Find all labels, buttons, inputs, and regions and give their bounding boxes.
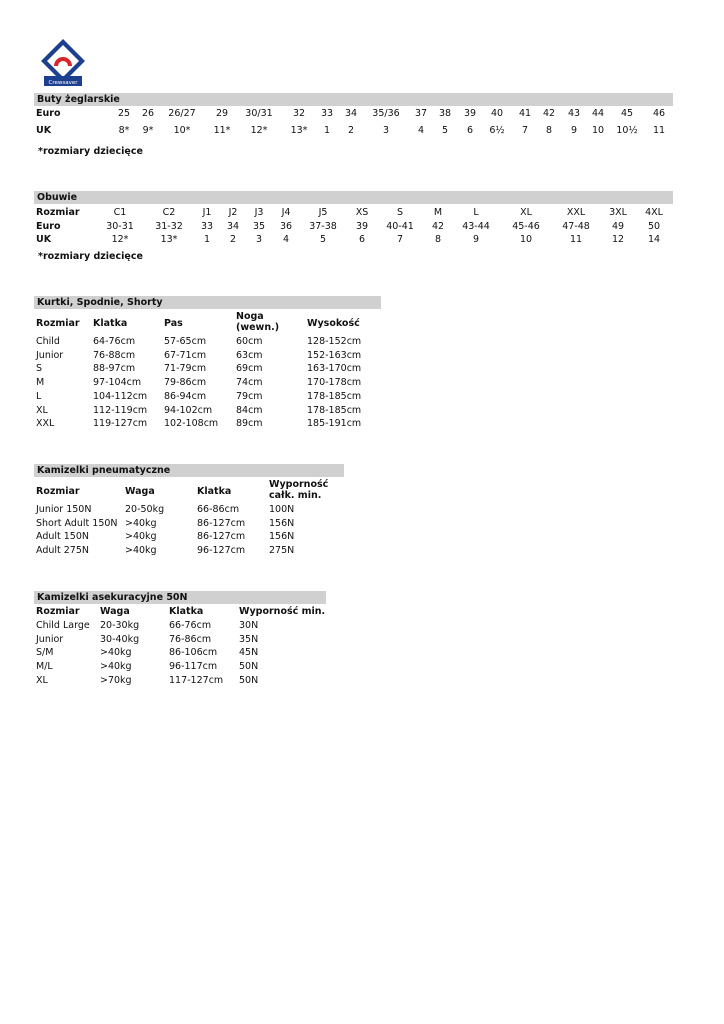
size-cell: C1 xyxy=(113,207,127,218)
table-cell: 30N xyxy=(239,620,259,631)
table-cell: 35N xyxy=(239,633,259,645)
euro-size-cell: 43-44 xyxy=(462,221,490,232)
uk-size-cell: 2 xyxy=(347,125,355,136)
table-cell: 50N xyxy=(239,674,259,686)
children-sizes-note: *rozmiary dziecięce xyxy=(38,251,143,262)
table-cell: M xyxy=(36,377,45,389)
uk-size-cell: 11 xyxy=(652,125,666,136)
euro-size-cell: 35 xyxy=(252,221,266,232)
size-cell: 3XL xyxy=(609,207,627,218)
table-cell: 128-152cm xyxy=(307,336,362,347)
table-cell: >70kg xyxy=(100,674,132,686)
table-cell: 76-88cm xyxy=(93,349,136,361)
logo-text: Crewsaver xyxy=(48,80,78,86)
table-cell: S/M xyxy=(36,647,54,659)
table-cell: >40kg xyxy=(100,661,132,673)
euro-size-cell: 45-46 xyxy=(512,221,540,232)
uk-size-cell: 10* xyxy=(173,125,191,136)
column-header: Rozmiar xyxy=(36,606,80,617)
euro-size-cell: 37-38 xyxy=(309,221,337,232)
euro-size-cell: 25 xyxy=(117,108,131,119)
size-cell: J4 xyxy=(281,207,291,218)
table-cell: 79-86cm xyxy=(164,377,207,389)
uk-size-cell: 5 xyxy=(319,234,327,245)
table-cell: >40kg xyxy=(125,531,157,543)
table-cell: 30-40kg xyxy=(100,633,140,645)
euro-size-cell: 32 xyxy=(292,108,306,119)
uk-size-cell: 11 xyxy=(569,234,583,245)
size-cell: XS xyxy=(355,207,369,218)
euro-size-cell: 30-31 xyxy=(106,221,134,232)
section-title: Buty żeglarskie xyxy=(37,94,120,105)
table-cell: 69cm xyxy=(236,363,263,375)
size-cell: J3 xyxy=(254,207,264,218)
column-header: Pas xyxy=(164,318,183,329)
table-cell: 156N xyxy=(269,517,295,529)
section-title: Kurtki, Spodnie, Shorty xyxy=(37,297,163,308)
uk-size-cell: 9 xyxy=(472,234,480,245)
column-header: Wyporność min. xyxy=(239,606,326,617)
table-cell: 57-65cm xyxy=(164,336,207,347)
column-header: Wysokość xyxy=(307,318,360,329)
table-cell: 185-191cm xyxy=(307,418,362,430)
table-cell: 178-185cm xyxy=(307,404,362,416)
uk-size-cell: 13* xyxy=(160,234,178,245)
table-cell: 20-50kg xyxy=(125,504,165,515)
table-cell: 86-127cm xyxy=(197,531,246,543)
euro-size-cell: 50 xyxy=(647,221,661,232)
uk-size-cell: 1 xyxy=(203,234,211,245)
uk-size-cell: 4 xyxy=(282,234,290,245)
uk-size-cell: 9 xyxy=(570,125,578,136)
row-label-euro: Euro xyxy=(36,221,61,232)
uk-size-cell: 10 xyxy=(591,125,605,136)
table-cell: 50N xyxy=(239,661,259,673)
uk-size-cell: 2 xyxy=(229,234,237,245)
size-cell: XL xyxy=(520,207,532,218)
table-cell: 63cm xyxy=(236,349,263,361)
euro-size-cell: 33 xyxy=(200,221,214,232)
size-cell: XXL xyxy=(566,207,586,218)
uk-size-cell: 12* xyxy=(250,125,268,136)
uk-size-cell: 7 xyxy=(396,234,404,245)
euro-size-cell: 40 xyxy=(490,108,504,119)
table-cell: 156N xyxy=(269,531,295,543)
table-cell: >40kg xyxy=(100,647,132,659)
section-title: Obuwie xyxy=(37,192,78,203)
table-cell: 66-76cm xyxy=(169,620,212,631)
size-cell: C2 xyxy=(162,207,176,218)
column-header: Klatka xyxy=(197,486,232,497)
table-cell: L xyxy=(36,390,42,402)
euro-size-cell: 44 xyxy=(591,108,605,119)
column-header: Klatka xyxy=(169,606,204,617)
table-cell: Junior 150N xyxy=(36,504,92,515)
uk-size-cell: 10½ xyxy=(616,125,638,136)
row-label-uk: UK xyxy=(36,234,52,245)
column-header: Waga xyxy=(100,606,130,617)
table-cell: 117-127cm xyxy=(169,674,224,686)
table-cell: >40kg xyxy=(125,517,157,529)
table-cell: XL xyxy=(36,674,48,686)
uk-size-cell: 12* xyxy=(111,234,129,245)
table-cell: Junior xyxy=(36,349,64,361)
uk-size-cell: 10 xyxy=(519,234,533,245)
uk-size-cell: 8 xyxy=(434,234,442,245)
table-cell: 84cm xyxy=(236,404,263,416)
uk-size-cell: 3 xyxy=(255,234,263,245)
section-header-jackets xyxy=(34,296,381,309)
table-cell: 86-127cm xyxy=(197,517,246,529)
size-cell: J2 xyxy=(228,207,238,218)
section-title: Kamizelki asekuracyjne 50N xyxy=(37,592,188,603)
table-cell: S xyxy=(36,363,43,375)
euro-size-cell: 29 xyxy=(215,108,229,119)
euro-size-cell: 35/36 xyxy=(372,108,400,119)
euro-size-cell: 26/27 xyxy=(168,108,196,119)
table-cell: Adult 150N xyxy=(36,531,90,543)
euro-size-cell: 26 xyxy=(141,108,155,119)
table-cell: XXL xyxy=(36,418,55,430)
row-label-euro: Euro xyxy=(36,108,61,119)
uk-size-cell: 14 xyxy=(647,234,661,245)
size-cell: 4XL xyxy=(645,207,663,218)
euro-size-cell: 36 xyxy=(279,221,293,232)
table-cell: M/L xyxy=(36,661,53,673)
table-cell: 79cm xyxy=(236,390,263,402)
table-cell: 119-127cm xyxy=(93,418,148,430)
section-header-footwear xyxy=(34,191,673,204)
table-cell: 112-119cm xyxy=(93,404,148,416)
table-cell: 64-76cm xyxy=(93,336,136,347)
euro-size-cell: 40-41 xyxy=(386,221,414,232)
uk-size-cell: 12 xyxy=(611,234,625,245)
table-cell: 88-97cm xyxy=(93,363,136,375)
section-header-sailing-shoes xyxy=(34,93,673,106)
table-cell: 275N xyxy=(269,545,295,557)
euro-size-cell: 34 xyxy=(344,108,358,119)
euro-size-cell: 46 xyxy=(652,108,666,119)
table-cell: 96-117cm xyxy=(169,661,218,673)
euro-size-cell: 45 xyxy=(620,108,634,119)
euro-size-cell: 41 xyxy=(518,108,532,119)
uk-size-cell: 3 xyxy=(382,125,390,136)
table-cell: 102-108cm xyxy=(164,418,219,430)
table-cell: >40kg xyxy=(125,545,157,557)
euro-size-cell: 34 xyxy=(226,221,240,232)
uk-size-cell: 6 xyxy=(466,125,474,136)
table-cell: 152-163cm xyxy=(307,349,362,361)
table-cell: 71-79cm xyxy=(164,363,207,375)
column-header: Rozmiar xyxy=(36,318,80,329)
column-header: Rozmiar xyxy=(36,486,80,497)
euro-size-cell: 33 xyxy=(320,108,334,119)
euro-size-cell: 43 xyxy=(567,108,581,119)
size-cell: J1 xyxy=(202,207,212,218)
table-cell: 86-106cm xyxy=(169,647,218,659)
euro-size-cell: 42 xyxy=(542,108,556,119)
table-cell: 104-112cm xyxy=(93,390,148,402)
uk-size-cell: 8 xyxy=(545,125,553,136)
table-cell: 89cm xyxy=(236,418,263,430)
table-cell: 60cm xyxy=(236,336,263,347)
row-label-size: Rozmiar xyxy=(36,207,80,218)
euro-size-cell: 47-48 xyxy=(562,221,590,232)
uk-size-cell: 4 xyxy=(417,125,425,136)
uk-size-cell: 7 xyxy=(521,125,529,136)
table-cell: Adult 275N xyxy=(36,545,90,557)
uk-size-cell: 6½ xyxy=(489,125,505,136)
row-label-uk: UK xyxy=(36,125,52,136)
uk-size-cell: 8* xyxy=(118,125,130,136)
euro-size-cell: 38 xyxy=(438,108,452,119)
table-cell: Junior xyxy=(36,633,64,645)
column-header: Noga (wewn.) xyxy=(236,311,280,333)
table-cell: 45N xyxy=(239,647,259,659)
column-header: Klatka xyxy=(93,318,128,329)
table-cell: Child Large xyxy=(36,620,90,631)
table-cell: 86-94cm xyxy=(164,390,207,402)
table-cell: 66-86cm xyxy=(197,504,240,515)
table-cell: 100N xyxy=(269,504,295,515)
table-cell: 163-170cm xyxy=(307,363,362,375)
table-cell: 67-71cm xyxy=(164,349,207,361)
size-cell: L xyxy=(473,207,479,218)
column-header: Waga xyxy=(125,486,155,497)
section-header-inflatable-vests xyxy=(34,464,344,477)
column-header: Wyporność całk. min. xyxy=(269,479,329,501)
table-cell: 74cm xyxy=(236,377,263,389)
euro-size-cell: 39 xyxy=(355,221,369,232)
uk-size-cell: 11* xyxy=(213,125,231,136)
uk-size-cell: 13* xyxy=(290,125,308,136)
uk-size-cell: 1 xyxy=(323,125,331,136)
euro-size-cell: 39 xyxy=(463,108,477,119)
table-cell: XL xyxy=(36,404,48,416)
crewsaver-logo xyxy=(40,38,86,90)
size-cell: M xyxy=(433,207,443,218)
uk-size-cell: 9* xyxy=(142,125,154,136)
size-cell: J5 xyxy=(318,207,328,218)
table-cell: 97-104cm xyxy=(93,377,142,389)
table-cell: Child xyxy=(36,336,60,347)
table-cell: 96-127cm xyxy=(197,545,246,557)
table-cell: 76-86cm xyxy=(169,633,212,645)
euro-size-cell: 49 xyxy=(611,221,625,232)
children-sizes-note: *rozmiary dziecięce xyxy=(38,146,143,157)
table-cell: 178-185cm xyxy=(307,390,362,402)
euro-size-cell: 37 xyxy=(414,108,428,119)
table-cell: 94-102cm xyxy=(164,404,213,416)
section-header-buoyancy-aids xyxy=(34,591,326,604)
size-cell: S xyxy=(396,207,404,218)
uk-size-cell: 6 xyxy=(358,234,366,245)
table-cell: 170-178cm xyxy=(307,377,362,389)
section-title: Kamizelki pneumatyczne xyxy=(37,465,171,476)
euro-size-cell: 42 xyxy=(431,221,445,232)
euro-size-cell: 31-32 xyxy=(155,221,183,232)
uk-size-cell: 5 xyxy=(441,125,449,136)
euro-size-cell: 30/31 xyxy=(245,108,273,119)
table-cell: 20-30kg xyxy=(100,620,140,631)
table-cell: Short Adult 150N xyxy=(36,517,118,529)
